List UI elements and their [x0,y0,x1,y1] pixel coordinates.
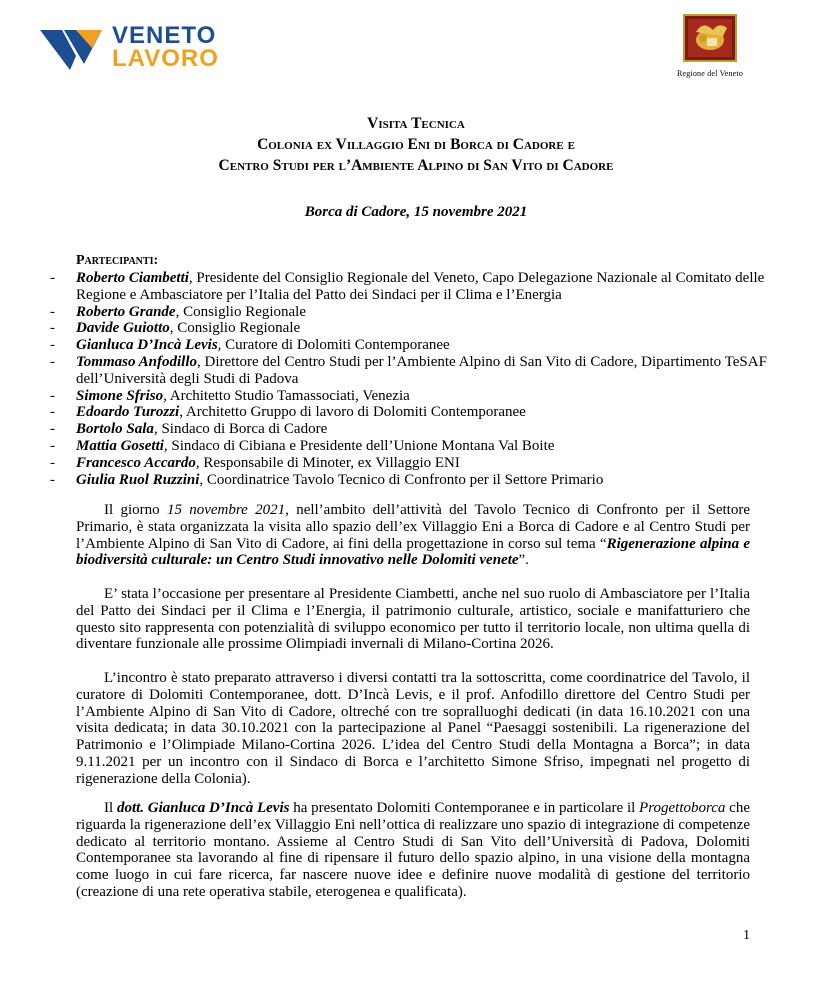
participant-role: , Coordinatrice Tavolo Tecnico di Confronto per il Settore Primario [199,471,604,488]
paragraph-text: Il [104,800,117,816]
participant-item: - Gianluca D’Incà Levis, Curatore di Dolomiti Contemporanee [50,337,450,354]
person-name: dott. Gianluca D’Incà Levis [116,800,290,816]
participant-role: , Sindaco di Cibiana e Presidente dell’Unione Montana Val Boite [163,437,555,454]
visit-date: 15 novembre 2021 [166,502,286,518]
participant-item: - Roberto Ciambetti, Presidente del Consiglio Regionale del Veneto, Capo Delegazione Nazionale al Comitato delle Regione e Ambasciatore per l’Italia del Patto dei Sindaci per il Clima e l’Energia [50,270,765,303]
project-name: Progettoborca [639,800,726,816]
participant-name: Simone Sfriso [76,387,164,404]
participant-name: Tommaso Anfodillo [76,353,197,370]
participant-name: Roberto Grande [76,303,176,320]
participant-role: , Consiglio Regionale [169,320,301,337]
participant-name: Edoardo Turozzi [76,404,180,421]
participants-heading: Partecipanti: [76,253,159,268]
title-line-3: Centro Studi per l’Ambiente Alpino di San Vito di Cadore [218,157,614,174]
participant-role: , Presidente del Consiglio Regionale del Veneto, Capo Delegazione Nazionale al Comitato delle Regione e Ambasciatore per l’Italia del Patto dei Sindaci per il Clima e l’Energia [76,270,765,303]
participant-name: Mattia Gosetti [76,437,164,454]
paragraph-text: , nell’ambito dell’attività del Tavolo Tecnico di Confronto per il Settore Primario, è stata organizzata la visita allo spazio dell’ex Villaggio Eni a Borca di Cadore e al Centro Studi per l’Ambiente Alpino di San Vito di Cadore, ai fini della progettazione in corso sul tema “ [76,502,751,552]
paragraph-text: che riguarda la rigenerazione dell’ex Villaggio Eni nell’ottica di realizzare uno spazio di integrazione di competenze dedicato al territorio montano. Assieme al Centro Studi di San Vito dell’Università di Padova, Dolomiti Contemporanee sta lavorando al fine di ripensare il futuro dello spazio alpino, in una visione della montagna come luogo in cui fare ricerca, far nascere nuove idee e definire nuove modalità di gestione del territorio (creazione di una rete operativa stabile, eterogenea e qualificata). [76,800,750,900]
participant-name: Davide Guiotto [76,320,170,337]
participant-role: , Architetto Gruppo di lavoro di Dolomiti Contemporanee [179,404,526,421]
participant-item: - Tommaso Anfodillo, Direttore del Centro Studi per l’Ambiente Alpino di San Vito di Cadore, Dipartimento TeSAF dell’Università degli Studi di Padova [50,353,767,387]
participant-name: Giulia Ruol Ruzzini [76,471,200,488]
document-date: Borca di Cadore, 15 novembre 2021 [304,204,528,220]
participant-role: , Direttore del Centro Studi per l’Ambiente Alpino di San Vito di Cadore, Dipartimento TeSAF dell’Università degli Studi di Padova [76,353,767,387]
participant-name: Gianluca D’Incà Levis [76,337,218,354]
participant-item: - Simone Sfriso, Architetto Studio Tamassociati, Venezia [50,387,410,404]
document-title [0,113,832,176]
title-line-2: Colonia ex Villaggio Eni di Borca di Cadore e [257,136,575,153]
paragraph-text: ha presentato Dolomiti Contemporanee e in particolare il [289,800,640,816]
participant-name: Francesco Accardo [76,454,196,471]
participant-item: - Giulia Ruol Ruzzini, Coordinatrice Tavolo Tecnico di Confronto per il Settore Primario [50,471,604,488]
paragraph-1 [76,502,750,569]
paragraph-2 [76,586,750,653]
paragraph-text: E’ stata l’occasione per presentare al Presidente Ciambetti, anche nel suo ruolo di Ambasciatore per l’Italia del Patto dei Sindaci per il Clima e l’Energia, il patrimonio culturale, artistico, sociale e manifatturiero che questo sito rappresenta con potenzialità di sviluppo economico per tutto il territorio locale, non ultima quella di diventare funzionale alle prossime Olimpiadi invernali di Milano-Cortina 2026. [76,586,750,653]
participant-name: Bortolo Sala [76,421,154,438]
participant-role: , Sindaco di Borca di Cadore [153,421,328,438]
regione-veneto-caption: Regione del Veneto [676,69,744,78]
participant-item: - Edoardo Turozzi, Architetto Gruppo di lavoro di Dolomiti Contemporanee [50,404,526,421]
paragraph-4 [76,800,750,901]
participant-role: , Responsabile di Minoter, ex Villaggio ENI [195,454,460,471]
participant-item: - Bortolo Sala, Sindaco di Borca di Cadore [50,421,328,438]
participant-item: - Davide Guiotto, Consiglio Regionale [50,320,301,337]
title-line-1: Visita Tecnica [367,115,465,132]
page-number: 1 [743,928,750,943]
regione-veneto-logo [660,14,760,78]
participant-item: - Mattia Gosetti, Sindaco di Cibiana e Presidente dell’Unione Montana Val Boite [50,437,555,454]
participant-item: - Francesco Accardo, Responsabile di Minoter, ex Villaggio ENI [50,454,460,471]
participant-item: - Roberto Grande, Consiglio Regionale [50,303,307,320]
participants-list [50,270,770,488]
veneto-lavoro-mark-icon [40,26,102,72]
paragraph-text: Il giorno [104,502,167,518]
project-theme: Rigenerazione alpina e biodiversità culturale: un Centro Studi innovativo nelle Dolomiti venete [76,535,750,569]
lion-of-saint-mark-icon [683,14,737,62]
logo-text-veneto: VENETO [112,22,217,49]
participant-role: , Consiglio Regionale [175,303,307,320]
participant-role: , Architetto Studio Tamassociati, Venezia [163,387,410,404]
veneto-lavoro-logo [40,24,270,76]
participant-name: Roberto Ciambetti [76,270,189,286]
paragraph-text: ”. [518,552,529,569]
paragraph-text: L’incontro è stato preparato attraverso i diversi contatti tra la sottoscritta, come coordinatrice del Tavolo, il curatore di Dolomiti Contemporanee, dott. D’Incà Levis, e il prof. Anfodillo direttore del Centro Studi per l’Ambiente Alpino di San Vito di Cadore, oltreché con tre sopralluoghi dedicati (in data 16.10.2021 con una visita dedicata; in data 30.10.2021 con la partecipazione al Panel “Paesaggi sostenibili. La rigenerazione del Patrimonio e l’Olimpiade Milano-Cortina 2026. L’idea del Centro Studi della Montagna a Borca”; in data 9.11.2021 per un incontro con il Sindaco di Borca e l’architetto Simone Sfriso, impegnati nel progetto di rigenerazione della Colonia). [76,670,750,787]
logo-text-lavoro: LAVORO [112,45,219,72]
participant-role: , Curatore di Dolomiti Contemporanee [217,337,450,354]
paragraph-3 [76,670,750,788]
